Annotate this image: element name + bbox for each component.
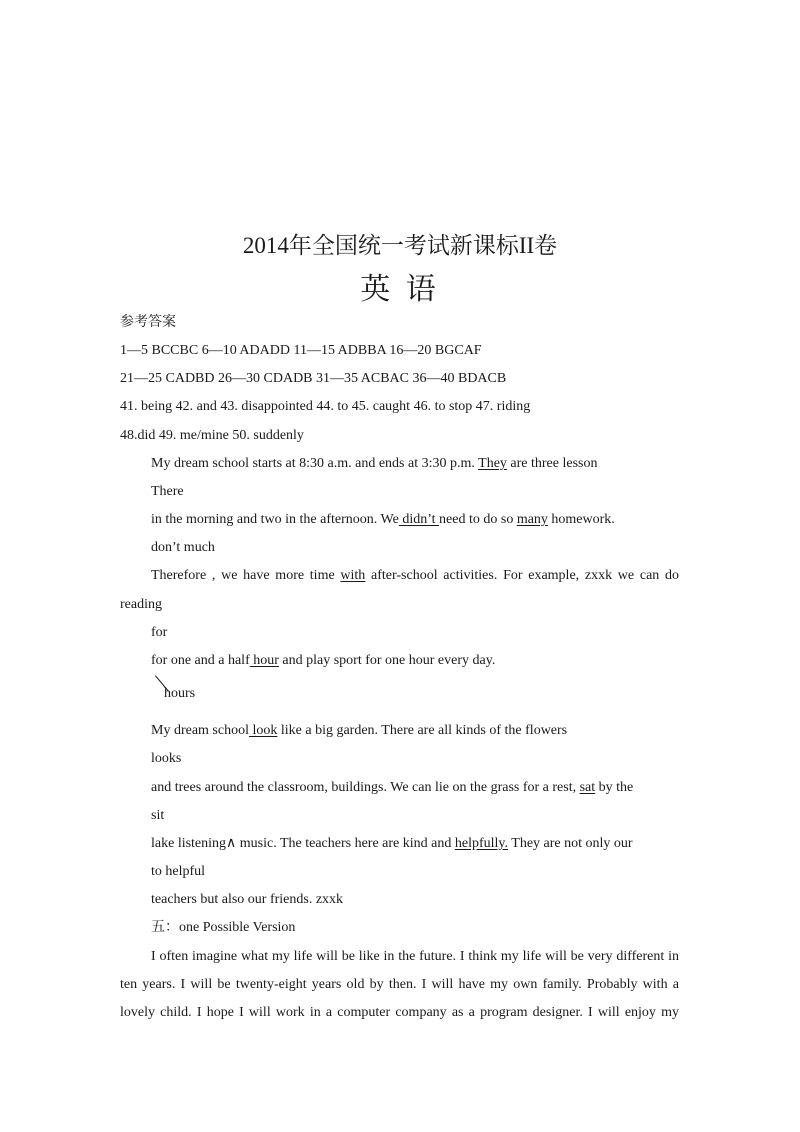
correction-fix-6: sit [151, 808, 165, 823]
text-segment: lake listening∧ music. The teachers here are kind and [151, 836, 455, 851]
error-word: many [516, 512, 548, 527]
text-segment: Therefore , we have more time [151, 568, 341, 583]
correction-fix-4: hours [164, 686, 196, 701]
error-word: with [340, 568, 366, 583]
text-segment: My dream school [151, 723, 249, 738]
text-segment: need to do so [439, 512, 517, 527]
correction-line-3 [151, 567, 679, 585]
text-segment: homework. [547, 512, 615, 527]
fill-answers-line-1: 41. being 42. and 43. disappointed 44. to 45. caught 46. to stop 47. riding [120, 399, 531, 414]
correction-line-8: teachers but also our friends. zxxk [151, 892, 344, 907]
answer-label: 参考答案 [120, 315, 176, 330]
correction-line-4 [151, 652, 495, 670]
text-segment: are three lesson [506, 456, 598, 471]
text-segment: in the morning and two in the afternoon. We [151, 512, 399, 527]
correction-fix-2: don’t much [151, 540, 215, 555]
correction-fix-1: There [151, 484, 184, 499]
text-segment: They are not only our [508, 836, 633, 851]
error-word: hour [249, 653, 279, 668]
text-segment: by the [595, 780, 634, 795]
document-title: 2014年全国统一考试新课标II卷 [242, 233, 558, 258]
text-segment: like a big garden. There are all kinds of the flowers [277, 723, 568, 738]
correction-line-1 [151, 455, 597, 473]
mc-answers-line-1: 1—5 BCCBC 6—10 ADADD 11—15 ADBBA 16—20 BGCAF [120, 343, 482, 358]
mc-answers-line-2: 21—25 CADBD 26—30 CDADB 31—35 ACBAC 36—40 BDACB [120, 371, 507, 386]
correction-line-7 [151, 835, 633, 853]
text-segment: and trees around the classroom, buildings. We can lie on the grass for a rest, [151, 780, 580, 795]
writing-line-3: lovely child. I hope I will work in a computer company as a program designer. I will enjoy my [120, 1005, 679, 1020]
error-word: look [248, 723, 278, 738]
error-word: didn’t [398, 512, 440, 527]
text-segment: My dream school starts at 8:30 a.m. and ends at 3:30 p.m. [151, 456, 479, 471]
writing-line-1: I often imagine what my life will be like in the future. I think my life will be very different in [151, 949, 679, 964]
correction-line-2 [151, 511, 615, 529]
text-segment: and play sport for one hour every day. [278, 653, 496, 668]
correction-line-3-continued: reading [120, 597, 162, 612]
text-segment: after-school activities. For example, zxxk we can do [365, 568, 679, 583]
error-word: They [478, 456, 507, 471]
subject-title: 英 语 [360, 273, 440, 306]
correction-line-6 [151, 779, 633, 797]
writing-line-2: ten years. I will be twenty-eight years old by then. I will have my own family. Probably with a [120, 977, 679, 992]
correction-fix-3: for [151, 625, 168, 640]
correction-line-5 [151, 722, 567, 740]
fill-answers-line-2: 48.did 49. me/mine 50. suddenly [120, 428, 304, 443]
correction-fix-5: looks [151, 751, 182, 766]
writing-heading: 五：one Possible Version [151, 920, 296, 935]
error-word: helpfully. [454, 836, 509, 851]
correction-fix-7: to helpful [151, 864, 206, 879]
text-segment: for one and a half [151, 653, 250, 668]
error-word: sat [579, 780, 596, 795]
